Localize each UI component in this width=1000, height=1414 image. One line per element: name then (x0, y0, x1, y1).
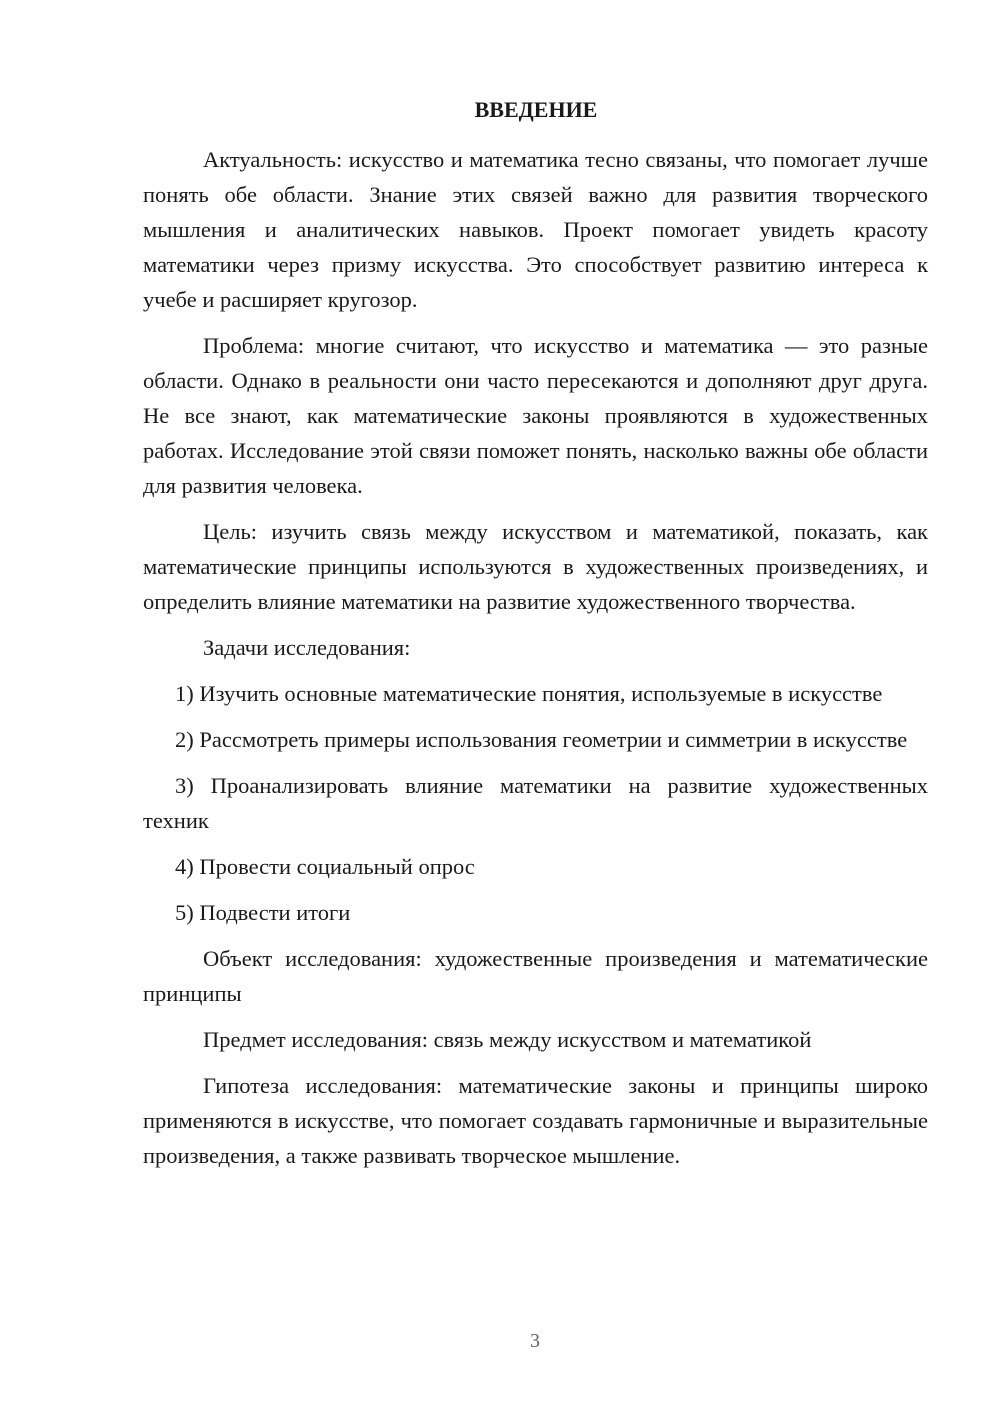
task-item: 5) Подвести итоги (175, 900, 351, 925)
task-item: 4) Провести социальный опрос (175, 854, 475, 879)
relevance-paragraph: Актуальность: искусство и математика тесно связаны, что помогает лучше понять обе области. Знание этих связей важно для развития творческого мышления и аналитических навыков. Проект помогает увидеть красоту математики через призму искусства. Это способствует развитию интереса к учебе и расширяет кругозор. (143, 147, 928, 312)
tasks-list (143, 676, 928, 930)
goal-paragraph: Цель: изучить связь между искусством и математикой, показать, как математические принципы используются в художественных произведениях, и определить влияние математики на развитие художественного творчества. (143, 519, 928, 614)
task-item: 2) Рассмотреть примеры использования геометрии и симметрии в искусстве (175, 727, 908, 752)
subject-paragraph: Предмет исследования: связь между искусством и математикой (203, 1027, 812, 1052)
page-content (143, 92, 928, 1184)
object-paragraph: Объект исследования: художественные произведения и математические принципы (143, 946, 928, 1006)
page-number: 3 (530, 1330, 540, 1352)
task-item: 1) Изучить основные математические понятия, используемые в искусстве (175, 681, 883, 706)
problem-paragraph: Проблема: многие считают, что искусство и математика — это разные области. Однако в реальности они часто пересекаются и дополняют друг друга. Не все знают, как математические законы проявляются в художественных работах. Исследование этой связи поможет понять, насколько важны обе области для развития человека. (143, 333, 928, 498)
tasks-heading: Задачи исследования: (203, 635, 411, 660)
section-title: ВВЕДЕНИЕ (474, 97, 598, 122)
hypothesis-paragraph: Гипотеза исследования: математические законы и принципы широко применяются в искусстве, что помогает создавать гармоничные и выразительные произведения, а также развивать творческое мышление. (143, 1073, 928, 1168)
task-item: 3) Проанализировать влияние математики на развитие художественных техник (143, 773, 928, 833)
